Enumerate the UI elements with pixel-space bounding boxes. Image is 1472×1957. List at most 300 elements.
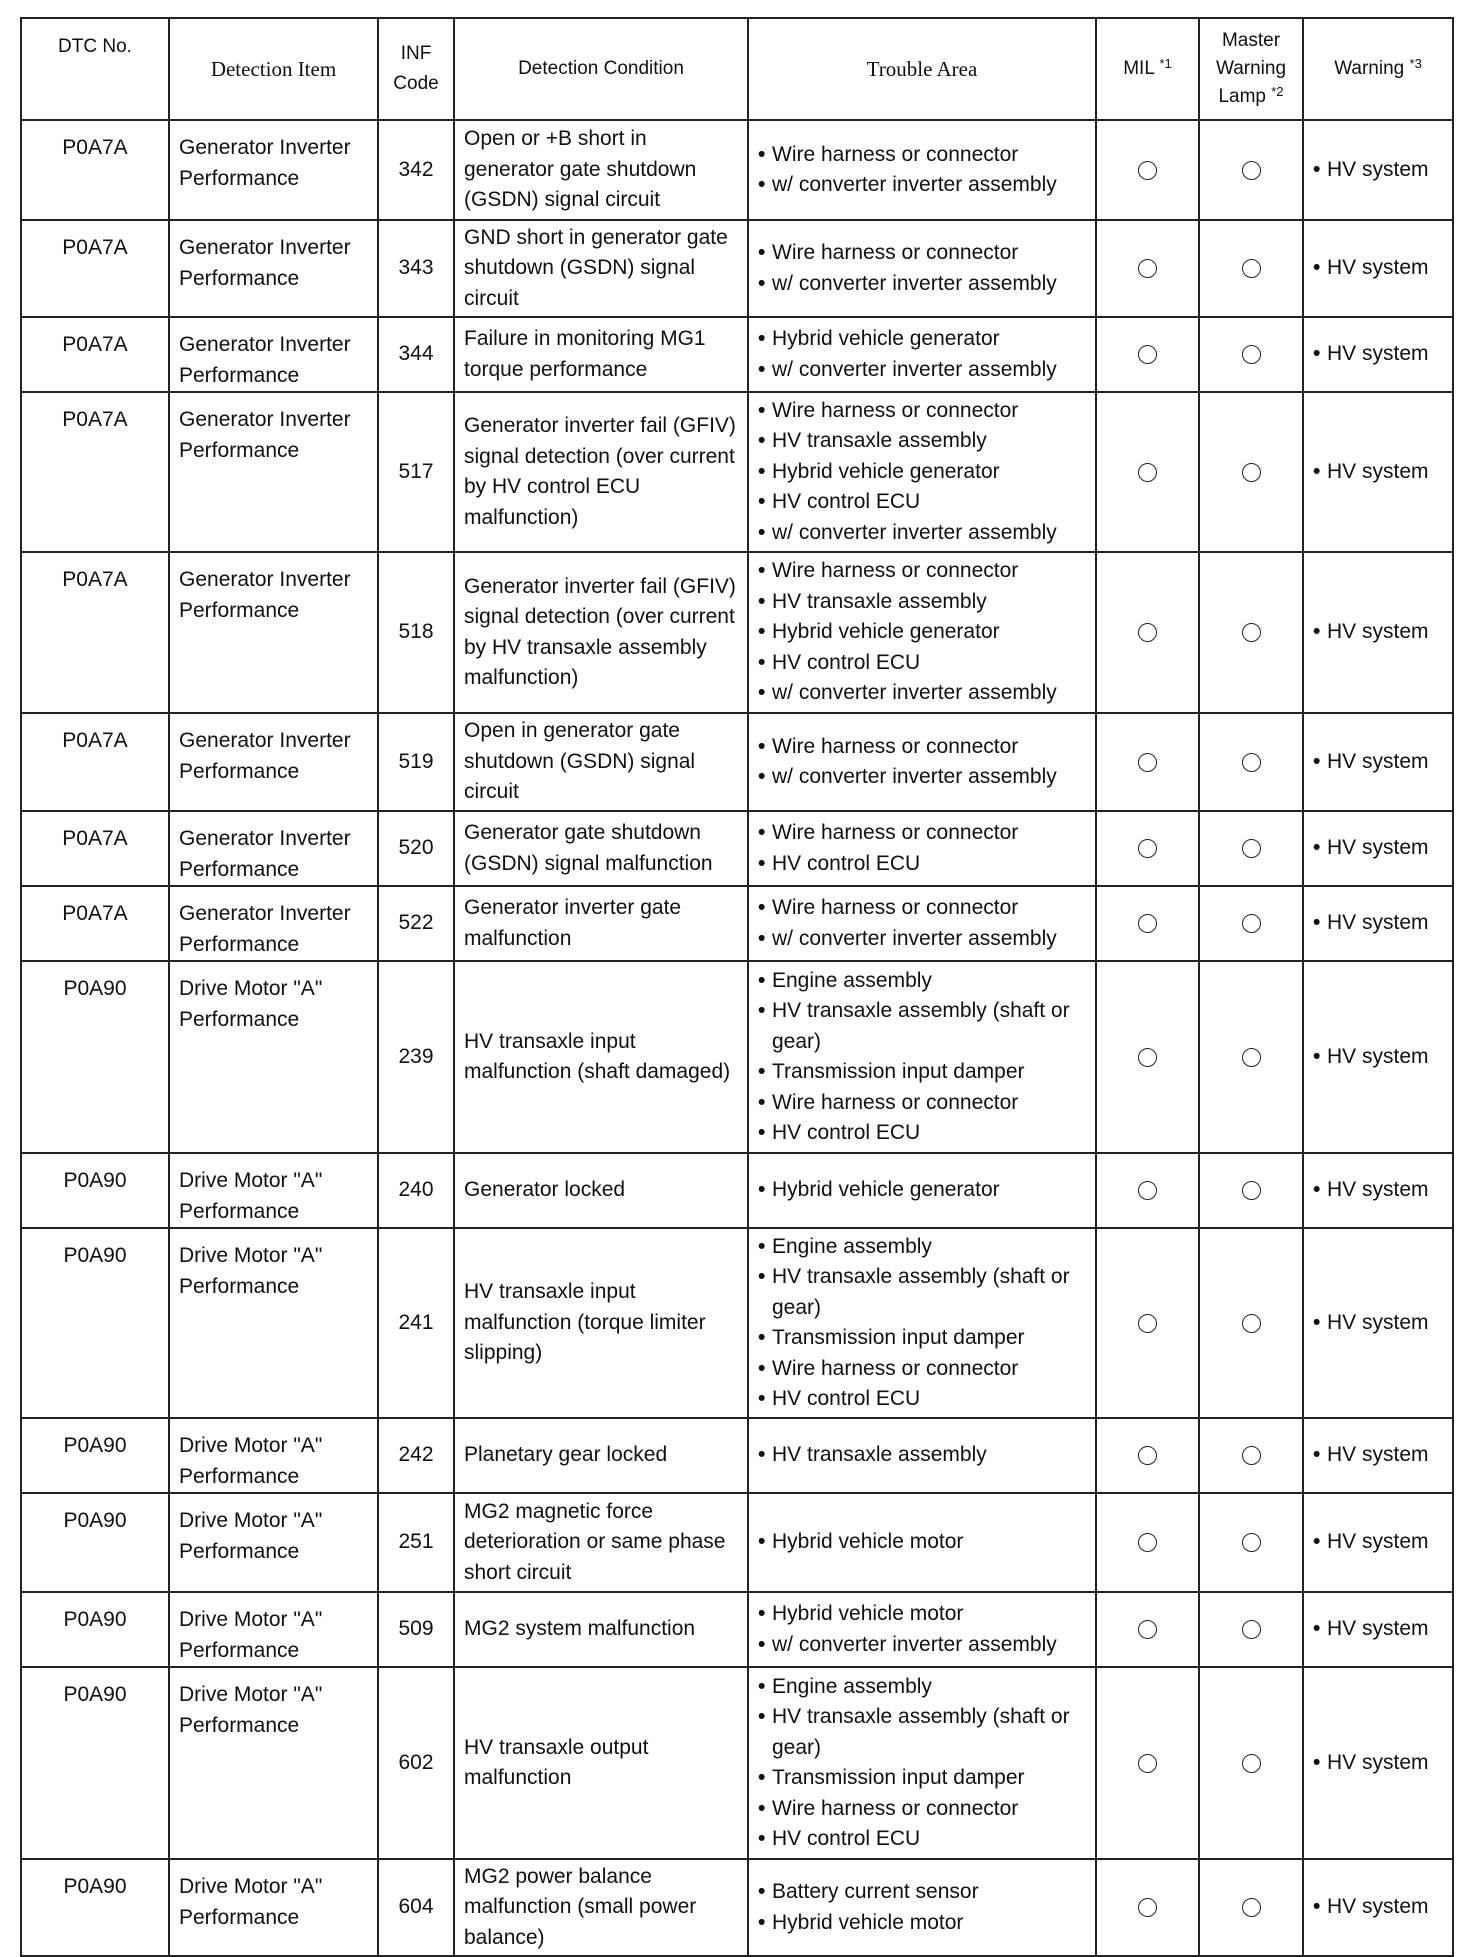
trouble-area-text: HV control ECU: [772, 1387, 921, 1410]
warning-text: HV system: [1327, 1750, 1429, 1774]
mil-circle-icon: [1138, 1181, 1157, 1200]
detection-item-cell: Drive Motor "A" Performance: [169, 1592, 378, 1667]
detection-condition-cell: GND short in generator gate shutdown (GSDN) signal circuit: [454, 220, 748, 317]
warning-cell: [1303, 1228, 1453, 1418]
master-warning-lamp-cell: [1199, 1592, 1303, 1667]
detection-condition-cell: MG2 magnetic force deterioration or same phase short circuit: [454, 1493, 748, 1592]
bullet-icon: •: [758, 896, 766, 919]
detection-condition-cell: Generator inverter fail (GFIV) signal detection (over current by HV transaxle assembly malfunction): [454, 552, 748, 713]
trouble-area-text: Wire harness or connector: [772, 1090, 1019, 1114]
bullet-icon: •: [1313, 836, 1321, 860]
trouble-area-text: Wire harness or connector: [772, 241, 1019, 264]
inf-code-cell: 517: [378, 392, 454, 552]
mil-circle-icon: [1138, 1314, 1157, 1333]
trouble-area-item: [758, 1527, 1086, 1558]
bullet-icon: •: [758, 327, 766, 350]
trouble-area-item: [758, 487, 1086, 518]
master-warning-lamp-cell: [1199, 1493, 1303, 1592]
master-warning-lamp-circle-icon: [1242, 1181, 1261, 1200]
warning-cell: [1303, 811, 1453, 886]
master-warning-lamp-circle-icon: [1242, 1898, 1261, 1917]
detection-condition-cell: Generator inverter fail (GFIV) signal detection (over current by HV control ECU malfunction): [454, 392, 748, 552]
master-warning-lamp-circle-icon: [1242, 259, 1261, 278]
dtc-no-cell: P0A7A: [21, 886, 169, 961]
mil-circle-icon: [1138, 753, 1157, 772]
trouble-area-text: w/ converter inverter assembly: [772, 173, 1057, 196]
table-row: [21, 811, 1453, 886]
detection-item-cell: Generator Inverter Performance: [169, 552, 378, 713]
trouble-area-cell: [748, 811, 1096, 886]
master-warning-lamp-cell: [1199, 1859, 1303, 1956]
detection-condition-cell: MG2 power balance malfunction (small power balance): [454, 1859, 748, 1956]
mil-cell: [1096, 1228, 1199, 1418]
inf-code-cell: 251: [378, 1493, 454, 1592]
trouble-area-item: [758, 1672, 1086, 1703]
inf-code-cell: 342: [378, 120, 454, 220]
trouble-area-text: Hybrid vehicle generator: [772, 459, 1000, 483]
warning-text: HV system: [1327, 342, 1429, 366]
master-warning-lamp-circle-icon: [1242, 463, 1261, 482]
detection-condition-cell: Generator locked: [454, 1153, 748, 1228]
trouble-area-cell: [748, 713, 1096, 811]
trouble-area-text: HV control ECU: [772, 851, 921, 875]
dtc-no-cell: P0A90: [21, 1859, 169, 1956]
detection-item-cell: Generator Inverter Performance: [169, 392, 378, 552]
mil-cell: [1096, 1418, 1199, 1493]
trouble-area-item: [758, 678, 1086, 709]
master-warning-lamp-circle-icon: [1242, 1446, 1261, 1465]
trouble-area-cell: [748, 886, 1096, 961]
trouble-area-cell: [748, 1228, 1096, 1418]
mil-cell: [1096, 811, 1199, 886]
header-row: [21, 18, 1453, 120]
bullet-icon: •: [758, 520, 766, 544]
bullet-icon: •: [758, 490, 766, 514]
detection-item-cell: Drive Motor "A" Performance: [169, 1228, 378, 1418]
dtc-no-cell: P0A7A: [21, 120, 169, 220]
bullet-icon: •: [1313, 1895, 1321, 1919]
warning-item: [1313, 457, 1443, 488]
trouble-area-text: HV transaxle assembly (shaft or gear): [772, 1265, 1070, 1319]
table-row: [21, 713, 1453, 811]
warning-item: [1313, 1042, 1443, 1073]
warning-cell: [1303, 1418, 1453, 1493]
dtc-no-cell: P0A7A: [21, 811, 169, 886]
master-warning-lamp-circle-icon: [1242, 1620, 1261, 1639]
bullet-icon: •: [1313, 256, 1321, 280]
warning-text: HV system: [1327, 836, 1429, 860]
warning-cell: [1303, 1493, 1453, 1592]
trouble-area-text: Hybrid vehicle generator: [772, 620, 1000, 644]
bullet-icon: •: [758, 459, 766, 483]
trouble-area-text: Hybrid vehicle generator: [772, 327, 1000, 350]
warning-cell: [1303, 1859, 1453, 1956]
mil-cell: [1096, 1493, 1199, 1592]
bullet-icon: •: [1313, 1178, 1321, 1202]
trouble-area-item: [758, 1440, 1086, 1471]
trouble-area-text: HV transaxle assembly: [772, 589, 987, 613]
master-warning-lamp-cell: [1199, 961, 1303, 1153]
trouble-area-item: [758, 324, 1086, 355]
warning-cell: [1303, 120, 1453, 220]
warning-cell: [1303, 552, 1453, 713]
bullet-icon: •: [758, 620, 766, 644]
bullet-icon: •: [758, 1530, 766, 1554]
detection-item-cell: Drive Motor "A" Performance: [169, 1493, 378, 1592]
trouble-area-item: [758, 1763, 1086, 1794]
warning-item: [1313, 253, 1443, 284]
inf-code-cell: 343: [378, 220, 454, 317]
master-warning-lamp-cell: [1199, 317, 1303, 392]
mil-cell: [1096, 317, 1199, 392]
detection-item-cell: Generator Inverter Performance: [169, 886, 378, 961]
trouble-area-item: [758, 1118, 1086, 1149]
trouble-area-text: HV transaxle assembly (shaft or gear): [772, 999, 1070, 1053]
bullet-icon: •: [758, 968, 766, 992]
dtc-no-cell: P0A7A: [21, 220, 169, 317]
trouble-area-item: [758, 426, 1086, 457]
dtc-no-cell: P0A90: [21, 1493, 169, 1592]
mil-circle-icon: [1138, 1898, 1157, 1917]
trouble-area-text: HV transaxle assembly: [772, 429, 987, 453]
bullet-icon: •: [758, 1234, 766, 1258]
trouble-area-item: [758, 1232, 1086, 1263]
bullet-icon: •: [758, 429, 766, 453]
trouble-area-text: Wire harness or connector: [772, 896, 1019, 919]
trouble-area-item: [758, 1630, 1086, 1661]
master-warning-lamp-cell: [1199, 811, 1303, 886]
trouble-area-item: [758, 1702, 1086, 1763]
table-row: [21, 961, 1453, 1153]
bullet-icon: •: [758, 1632, 766, 1656]
warning-text: HV system: [1327, 1310, 1429, 1334]
trouble-area-item: [758, 170, 1086, 201]
warning-cell: [1303, 961, 1453, 1153]
bullet-icon: •: [758, 398, 766, 422]
trouble-area-text: Hybrid vehicle motor: [772, 1910, 964, 1934]
trouble-area-text: Engine assembly: [772, 968, 932, 992]
mil-circle-icon: [1138, 1620, 1157, 1639]
table-row: [21, 1153, 1453, 1228]
table-row: [21, 886, 1453, 961]
trouble-area-text: Transmission input damper: [772, 1326, 1025, 1349]
header-trouble-area: Trouble Area: [748, 18, 1096, 120]
dtc-no-cell: P0A90: [21, 1667, 169, 1859]
detection-condition-cell: Generator gate shutdown (GSDN) signal malfunction: [454, 811, 748, 886]
warning-text: HV system: [1327, 1443, 1429, 1467]
trouble-area-text: w/ converter inverter assembly: [772, 271, 1057, 295]
table-row: [21, 220, 1453, 317]
warning-text: HV system: [1327, 459, 1429, 483]
trouble-area-item: [758, 648, 1086, 679]
inf-code-cell: 239: [378, 961, 454, 1153]
bullet-icon: •: [758, 1090, 766, 1114]
trouble-area-item: [758, 1323, 1086, 1354]
bullet-icon: •: [758, 1766, 766, 1789]
inf-code-cell: 241: [378, 1228, 454, 1418]
master-warning-lamp-circle-icon: [1242, 345, 1261, 364]
trouble-area-item: [758, 269, 1086, 300]
trouble-area-text: Wire harness or connector: [772, 1356, 1019, 1380]
detection-condition-cell: MG2 system malfunction: [454, 1592, 748, 1667]
dtc-no-cell: P0A7A: [21, 392, 169, 552]
mil-circle-icon: [1138, 161, 1157, 180]
trouble-area-text: HV control ECU: [772, 650, 921, 674]
mil-cell: [1096, 886, 1199, 961]
bullet-icon: •: [1313, 911, 1321, 935]
warning-item: [1313, 1614, 1443, 1645]
trouble-area-cell: [748, 317, 1096, 392]
trouble-area-cell: [748, 1667, 1096, 1859]
trouble-area-text: w/ converter inverter assembly: [772, 1632, 1057, 1656]
bullet-icon: •: [1313, 620, 1321, 644]
bullet-icon: •: [758, 821, 766, 844]
warning-item: [1313, 155, 1443, 186]
mil-circle-icon: [1138, 1754, 1157, 1773]
mil-cell: [1096, 713, 1199, 811]
trouble-area-item: [758, 587, 1086, 618]
mil-cell: [1096, 220, 1199, 317]
trouble-area-text: Wire harness or connector: [772, 821, 1019, 844]
header-inf-code: INF Code: [378, 18, 454, 120]
mil-cell: [1096, 120, 1199, 220]
warning-item: [1313, 1527, 1443, 1558]
trouble-area-item: [758, 355, 1086, 386]
bullet-icon: •: [758, 357, 766, 381]
bullet-icon: •: [758, 1121, 766, 1144]
dtc-no-cell: P0A90: [21, 1228, 169, 1418]
warning-text: HV system: [1327, 1617, 1429, 1641]
inf-code-cell: 522: [378, 886, 454, 961]
dtc-no-cell: P0A90: [21, 1592, 169, 1667]
warning-item: [1313, 747, 1443, 778]
detection-item-cell: Generator Inverter Performance: [169, 120, 378, 220]
master-warning-lamp-cell: [1199, 1667, 1303, 1859]
table-row: [21, 552, 1453, 713]
bullet-icon: •: [758, 1602, 766, 1625]
bullet-icon: •: [1313, 459, 1321, 483]
mil-circle-icon: [1138, 623, 1157, 642]
dtc-table-body: [21, 120, 1453, 1956]
mil-circle-icon: [1138, 1533, 1157, 1552]
trouble-area-text: Hybrid vehicle generator: [772, 1178, 1000, 1202]
master-warning-lamp-cell: [1199, 392, 1303, 552]
header-master-warning-lamp: Master Warning Lamp $^{*2}$: [1199, 18, 1303, 120]
trouble-area-cell: [748, 1493, 1096, 1592]
inf-code-cell: 242: [378, 1418, 454, 1493]
master-warning-lamp-circle-icon: [1242, 161, 1261, 180]
bullet-icon: •: [758, 681, 766, 705]
header-dtc-no: DTC No.: [21, 18, 169, 120]
warning-text: HV system: [1327, 1044, 1429, 1068]
bullet-icon: •: [1313, 1530, 1321, 1554]
detection-condition-cell: Open or +B short in generator gate shutdown (GSDN) signal circuit: [454, 120, 748, 220]
trouble-area-item: [758, 518, 1086, 549]
warning-item: [1313, 1175, 1443, 1206]
warning-item: [1313, 833, 1443, 864]
trouble-area-item: [758, 396, 1086, 427]
master-warning-lamp-circle-icon: [1242, 1314, 1261, 1333]
detection-item-cell: Drive Motor "A" Performance: [169, 1418, 378, 1493]
detection-item-cell: Generator Inverter Performance: [169, 713, 378, 811]
warning-text: HV system: [1327, 1895, 1429, 1919]
bullet-icon: •: [758, 1674, 766, 1698]
warning-cell: [1303, 1667, 1453, 1859]
bullet-icon: •: [758, 926, 766, 950]
trouble-area-text: w/ converter inverter assembly: [772, 926, 1057, 950]
table-row: [21, 1418, 1453, 1493]
bullet-icon: •: [1313, 1443, 1321, 1467]
trouble-area-item: [758, 1599, 1086, 1630]
warning-cell: [1303, 220, 1453, 317]
master-warning-lamp-cell: [1199, 713, 1303, 811]
header-mil: MIL $^{*1}$: [1096, 18, 1199, 120]
header-detection-item: Detection Item: [169, 18, 378, 120]
mil-cell: [1096, 1592, 1199, 1667]
detection-condition-cell: Open in generator gate shutdown (GSDN) signal circuit: [454, 713, 748, 811]
warning-item: [1313, 617, 1443, 648]
trouble-area-cell: [748, 961, 1096, 1153]
warning-item: [1313, 1308, 1443, 1339]
trouble-area-text: Transmission input damper: [772, 1060, 1025, 1083]
trouble-area-item: [758, 1354, 1086, 1385]
trouble-area-text: HV transaxle assembly: [772, 1443, 987, 1467]
trouble-area-text: Engine assembly: [772, 1234, 932, 1258]
trouble-area-text: Hybrid vehicle motor: [772, 1530, 964, 1554]
dtc-table: [20, 17, 1454, 1957]
mil-circle-icon: [1138, 345, 1157, 364]
warning-cell: [1303, 1592, 1453, 1667]
detection-condition-cell: Generator inverter gate malfunction: [454, 886, 748, 961]
trouble-area-text: Hybrid vehicle motor: [772, 1602, 964, 1625]
trouble-area-text: w/ converter inverter assembly: [772, 681, 1057, 705]
dtc-no-cell: P0A90: [21, 1418, 169, 1493]
mil-circle-icon: [1138, 914, 1157, 933]
mil-cell: [1096, 552, 1199, 713]
bullet-icon: •: [758, 1060, 766, 1083]
table-row: [21, 392, 1453, 552]
warning-text: HV system: [1327, 911, 1429, 935]
trouble-area-item: [758, 140, 1086, 171]
warning-cell: [1303, 392, 1453, 552]
detection-item-cell: Generator Inverter Performance: [169, 317, 378, 392]
trouble-area-item: [758, 1088, 1086, 1119]
mil-circle-icon: [1138, 259, 1157, 278]
trouble-area-item: [758, 818, 1086, 849]
trouble-area-cell: [748, 1592, 1096, 1667]
table-row: [21, 120, 1453, 220]
trouble-area-cell: [748, 120, 1096, 220]
mil-cell: [1096, 392, 1199, 552]
trouble-area-cell: [748, 1418, 1096, 1493]
master-warning-lamp-cell: [1199, 120, 1303, 220]
bullet-icon: •: [758, 1705, 766, 1728]
table-row: [21, 1592, 1453, 1667]
warning-item: [1313, 339, 1443, 370]
master-warning-lamp-cell: [1199, 1153, 1303, 1228]
bullet-icon: •: [1313, 1617, 1321, 1641]
trouble-area-cell: [748, 392, 1096, 552]
trouble-area-item: [758, 966, 1086, 997]
trouble-area-item: [758, 996, 1086, 1057]
master-warning-lamp-cell: [1199, 552, 1303, 713]
trouble-area-item: [758, 1794, 1086, 1825]
trouble-area-text: Wire harness or connector: [772, 734, 1019, 758]
trouble-area-text: Wire harness or connector: [772, 1796, 1019, 1820]
bullet-icon: •: [758, 1326, 766, 1349]
bullet-icon: •: [758, 1387, 766, 1410]
inf-code-cell: 344: [378, 317, 454, 392]
bullet-icon: •: [758, 589, 766, 613]
dtc-no-cell: P0A90: [21, 961, 169, 1153]
detection-item-cell: Generator Inverter Performance: [169, 811, 378, 886]
mil-cell: [1096, 1153, 1199, 1228]
inf-code-cell: 602: [378, 1667, 454, 1859]
master-warning-lamp-cell: [1199, 1228, 1303, 1418]
warning-text: HV system: [1327, 256, 1429, 280]
trouble-area-text: w/ converter inverter assembly: [772, 357, 1057, 381]
master-warning-lamp-cell: [1199, 220, 1303, 317]
trouble-area-item: [758, 238, 1086, 269]
master-warning-lamp-circle-icon: [1242, 1754, 1261, 1773]
detection-condition-cell: HV transaxle input malfunction (torque limiter slipping): [454, 1228, 748, 1418]
bullet-icon: •: [1313, 1750, 1321, 1774]
mil-cell: [1096, 961, 1199, 1153]
trouble-area-text: Wire harness or connector: [772, 142, 1019, 166]
trouble-area-item: [758, 1384, 1086, 1415]
dtc-no-cell: P0A7A: [21, 317, 169, 392]
bullet-icon: •: [758, 999, 766, 1022]
trouble-area-item: [758, 762, 1086, 793]
trouble-area-text: HV transaxle assembly (shaft or gear): [772, 1705, 1070, 1759]
trouble-area-cell: [748, 1153, 1096, 1228]
warning-item: [1313, 908, 1443, 939]
mil-circle-icon: [1138, 839, 1157, 858]
trouble-area-item: [758, 1175, 1086, 1206]
trouble-area-item: [758, 893, 1086, 924]
inf-code-cell: 520: [378, 811, 454, 886]
warning-text: HV system: [1327, 620, 1429, 644]
detection-item-cell: Drive Motor "A" Performance: [169, 1153, 378, 1228]
trouble-area-text: Wire harness or connector: [772, 559, 1019, 583]
warning-cell: [1303, 1153, 1453, 1228]
bullet-icon: •: [758, 851, 766, 875]
warning-cell: [1303, 886, 1453, 961]
trouble-area-item: [758, 1908, 1086, 1939]
table-row: [21, 1493, 1453, 1592]
dtc-no-cell: P0A90: [21, 1153, 169, 1228]
mil-cell: [1096, 1667, 1199, 1859]
inf-code-cell: 518: [378, 552, 454, 713]
trouble-area-text: HV control ECU: [772, 490, 921, 514]
trouble-area-cell: [748, 1859, 1096, 1956]
trouble-area-item: [758, 1824, 1086, 1855]
trouble-area-item: [758, 849, 1086, 880]
bullet-icon: •: [758, 1178, 766, 1202]
trouble-area-item: [758, 732, 1086, 763]
detection-condition-cell: Failure in monitoring MG1 torque performance: [454, 317, 748, 392]
trouble-area-text: Battery current sensor: [772, 1880, 979, 1903]
master-warning-lamp-circle-icon: [1242, 1048, 1261, 1067]
trouble-area-item: [758, 556, 1086, 587]
warning-item: [1313, 1440, 1443, 1471]
table-row: [21, 1667, 1453, 1859]
trouble-area-item: [758, 1262, 1086, 1323]
master-warning-lamp-cell: [1199, 886, 1303, 961]
warning-cell: [1303, 713, 1453, 811]
bullet-icon: •: [758, 1796, 766, 1820]
warning-text: HV system: [1327, 1530, 1429, 1554]
